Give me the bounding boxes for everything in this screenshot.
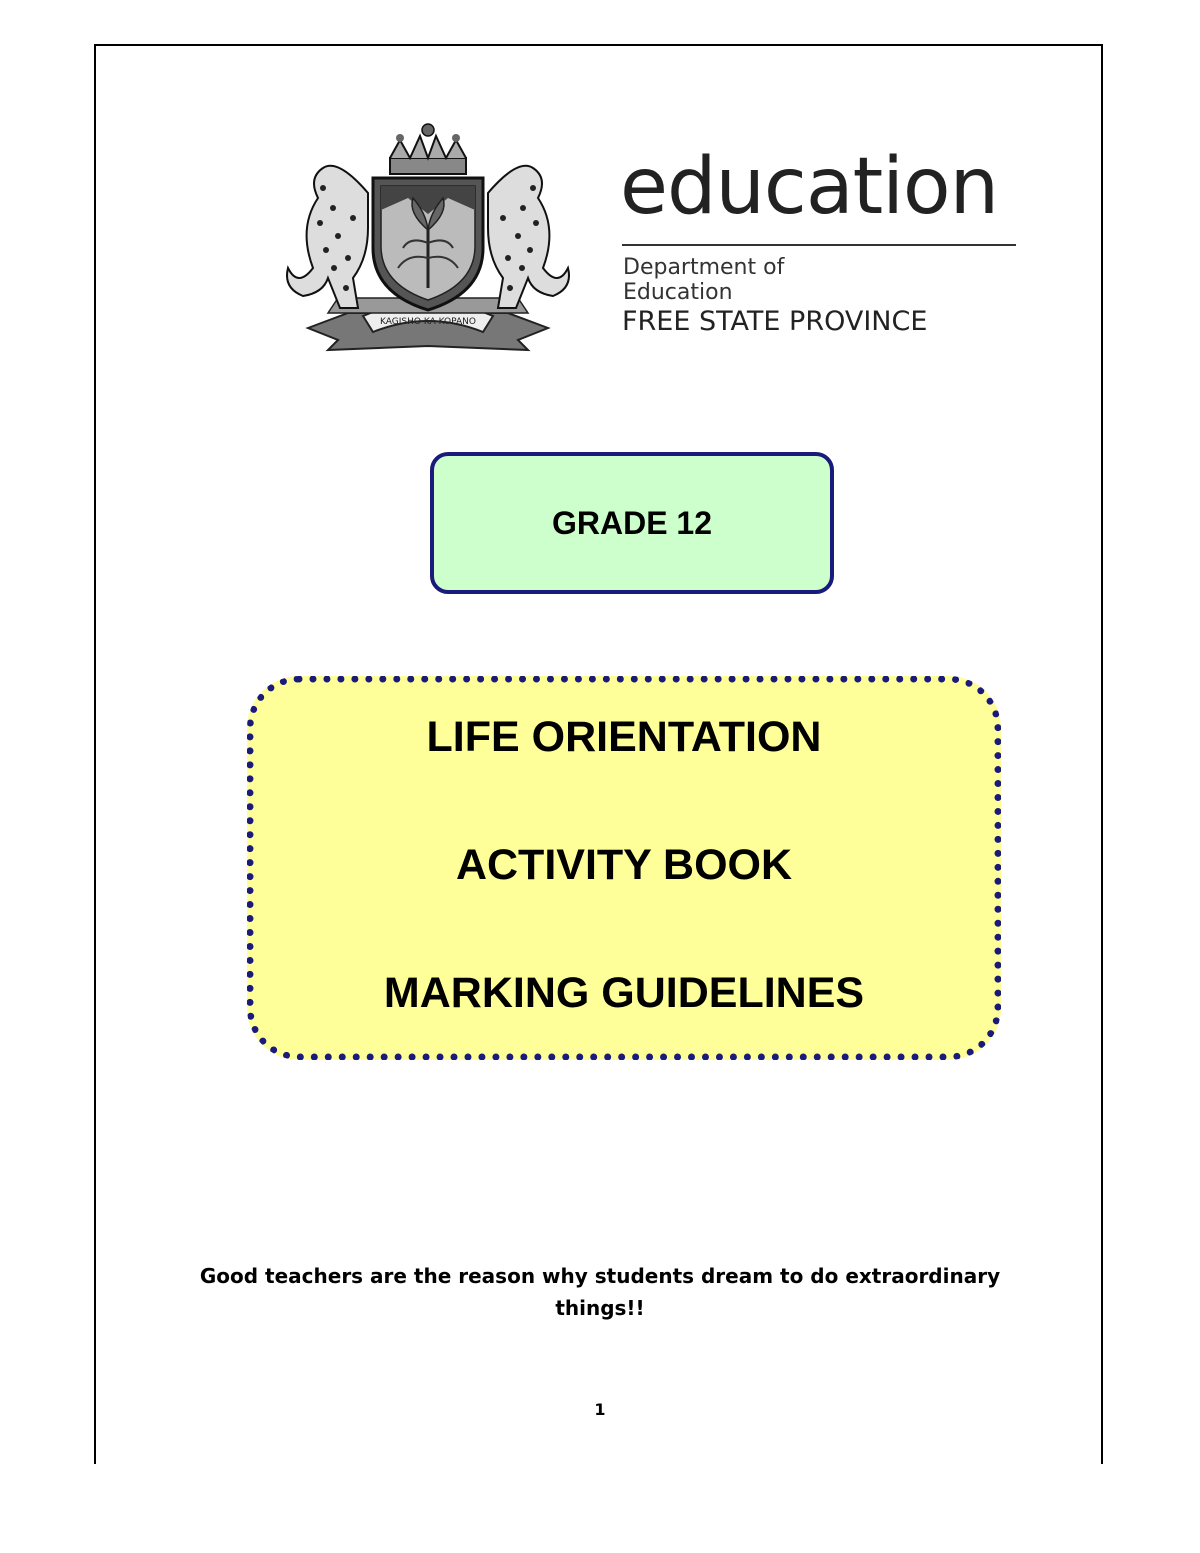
department-name xyxy=(623,255,784,305)
title-box xyxy=(247,676,1001,1060)
education-wordmark: education xyxy=(620,142,999,232)
department-line-2: Education xyxy=(623,280,733,305)
province-name: FREE STATE PROVINCE xyxy=(622,306,928,337)
svg-text:KAGISHO KA KOPANO: KAGISHO KA KOPANO xyxy=(380,317,476,327)
page-number: 1 xyxy=(594,1400,606,1419)
department-line-1: Department of xyxy=(623,255,785,280)
title-line-guidelines: MARKING GUIDELINES xyxy=(383,969,865,1017)
title-line-subject: LIFE ORIENTATION xyxy=(426,713,822,761)
logo-divider xyxy=(622,244,1016,246)
coat-of-arms-icon xyxy=(268,118,588,358)
grade-box xyxy=(430,452,834,594)
motivational-quote: Good teachers are the reason why students dream to do extraordinary things!! xyxy=(199,1264,1001,1320)
title-line-book: ACTIVITY BOOK xyxy=(455,841,793,889)
grade-label: GRADE 12 xyxy=(551,504,713,541)
